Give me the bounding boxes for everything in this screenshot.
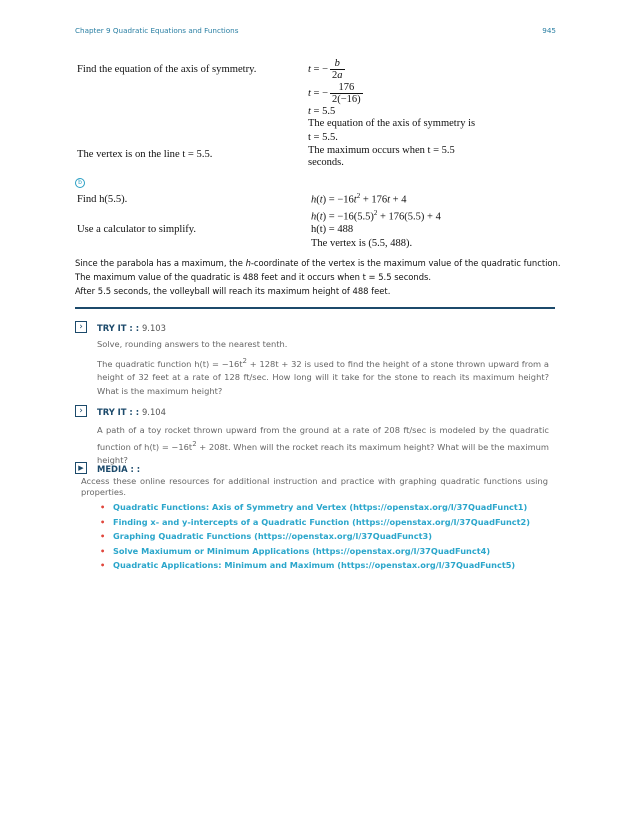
try-it-expand-button-2[interactable] (75, 405, 87, 417)
axis-conclusion-1: The equation of the axis of symmetry is (308, 118, 476, 129)
max-occurs-2: seconds. (308, 157, 344, 168)
h-equation: $h(t) = -16t^2 + 176t + 4$ (311, 192, 407, 206)
find-h-instruction: Find h(5.5). (77, 194, 128, 205)
chapter-header: Chapter 9 Quadratic Equations and Functions (75, 26, 239, 35)
media-link-item[interactable]: • Quadratic Functions: Axis of Symmetry and Vertex (https://openstax.org/l/37QuadFunct1) (100, 502, 528, 512)
play-icon: ▶ (78, 464, 84, 472)
media-link-item[interactable]: • Graphing Quadratic Functions (https://openstax.org/l/37QuadFunct3) (100, 531, 432, 541)
vertex-result: The vertex is (5.5, 488). (311, 238, 413, 249)
media-title: MEDIA : : (97, 464, 141, 474)
calculator-instruction: Use a calculator to simplify. (77, 224, 197, 235)
h-result: h(t) = 488 (311, 224, 354, 235)
page-number: 945 (542, 26, 556, 35)
media-intro: Access these online resources for additional instruction and practice with graphing quadratic functions using properties. (81, 476, 548, 497)
chevron-right-icon: › (79, 322, 83, 332)
summary-line-1: Since the parabola has a maximum, the h-coordinate of the vertex is the maximum value of the quadratic function. (75, 258, 561, 268)
axis-conclusion-2: t = 5.5. (308, 132, 338, 143)
try-it-title-1: TRY IT : : 9.103 (97, 323, 166, 333)
try-it-instruction-1: Solve, rounding answers to the nearest tenth. (97, 339, 288, 349)
try-it-body-2: A path of a toy rocket thrown upward from the ground at a rate of 208 ft/sec is modeled by the quadratic function of $h(t) = -16t^2 + 208t$. When will the rocket reach its maximum height? What will be the maximum height? (97, 425, 549, 465)
section-divider (75, 307, 555, 309)
summary-line-2: The maximum value of the quadratic is 488 feet and it occurs when t = 5.5 seconds. (75, 272, 432, 282)
axis-formula: t = − $\frac{b}{2a}$ (308, 58, 343, 81)
vertex-line-text: The vertex is on the line t = 5.5. (77, 149, 213, 160)
step-b-marker: b (75, 178, 85, 188)
try-it-body-1: The quadratic function $h(t) = -16t^2 + 128t + 32$ is used to find the height of a stone thrown upward from a height of 32 feet at a rate of 128 ft/sec. How long will it take for the stone to reach its maximum height? What is the maximum height? (97, 357, 549, 396)
summary-line-3: After 5.5 seconds, the volleyball will reach its maximum height of 488 feet. (75, 286, 391, 296)
media-link-item[interactable]: • Quadratic Applications: Minimum and Maximum (https://openstax.org/l/37QuadFunct5) (100, 560, 516, 570)
media-links-list (100, 500, 530, 573)
media-expand-button[interactable] (75, 462, 87, 474)
axis-instruction: Find the equation of the axis of symmetry. (77, 64, 257, 75)
max-occurs-1: The maximum occurs when t = 5.5 (308, 145, 455, 156)
media-link-item[interactable]: • Finding x- and y-intercepts of a Quadratic Function (https://openstax.org/l/37QuadFunct2) (100, 516, 530, 527)
try-it-title-2: TRY IT : : 9.104 (97, 407, 166, 417)
try-it-expand-button-1[interactable] (75, 321, 87, 333)
axis-substitution: t = − $\frac{176}{2(-16)}$ (308, 82, 361, 105)
chevron-right-icon: › (79, 406, 83, 416)
media-link-item[interactable]: • Solve Maxiumum or Minimum Applications (https://openstax.org/l/37QuadFunct4) (100, 545, 491, 556)
h-substitution: $h(t) = -16(5.5)^2 + 176(5.5) + 4$ (311, 209, 441, 223)
axis-value: t = 5.5 (308, 106, 336, 117)
